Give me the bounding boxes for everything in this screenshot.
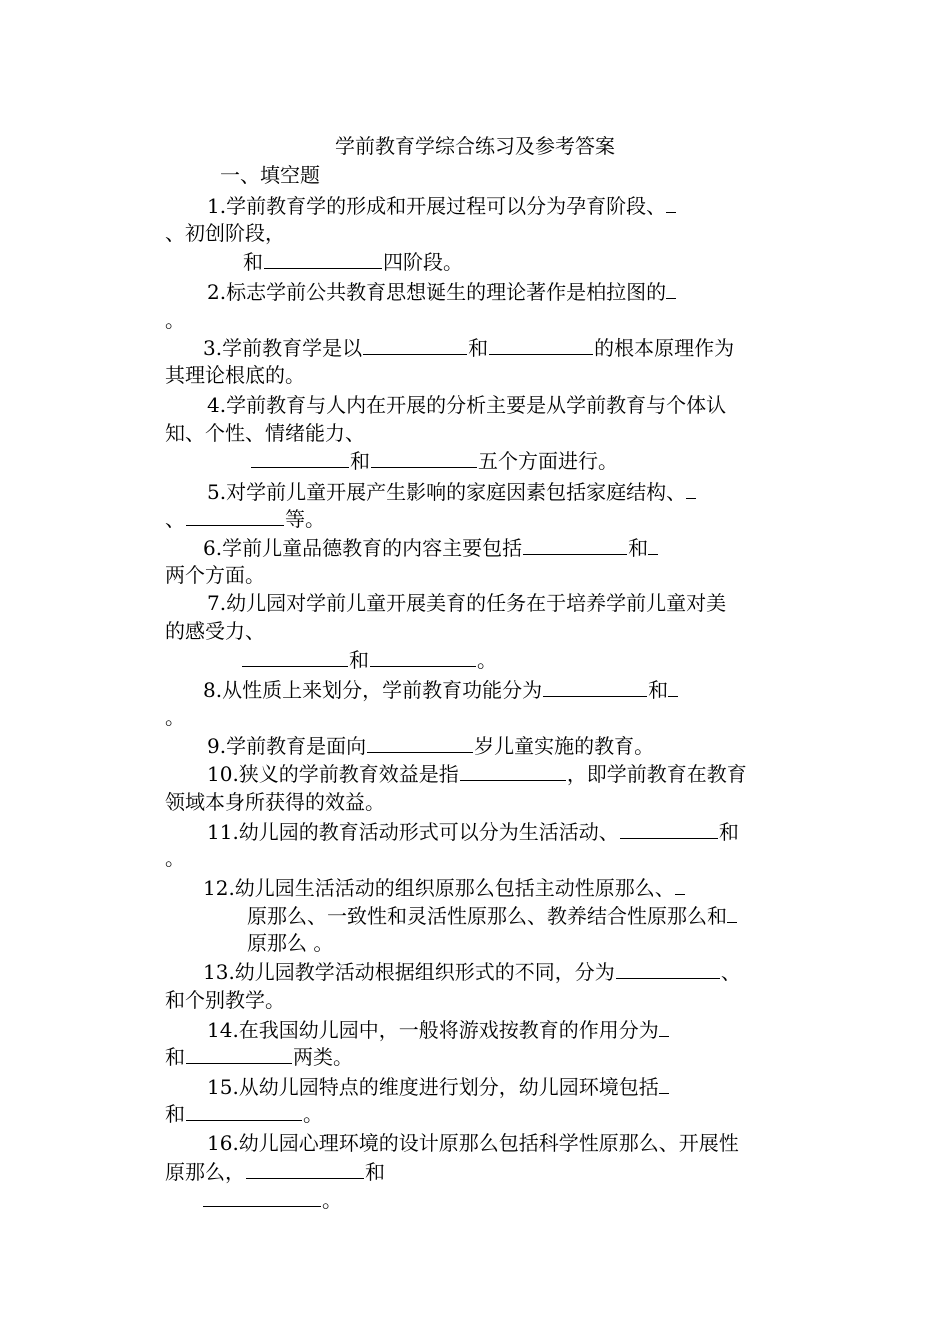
question-5-line-1: 5.对学前儿童开展产生影响的家庭因素包括家庭结构、: [207, 478, 696, 505]
question-13-line-2: 和个别教学。: [165, 988, 285, 1012]
question-1-line-1: 1.学前教育学的形成和开展过程可以分为孕育阶段、: [207, 192, 676, 219]
question-10-line-2: 领域本身所获得的效益。: [165, 790, 385, 814]
question-1-line-2: 、初创阶段，: [165, 221, 285, 245]
question-4-line-1: 4.学前教育与人内在开展的分析主要是从学前教育与个体认: [207, 393, 727, 417]
question-12-line-1: 12.幼儿园生活活动的组织原那么包括主动性原那么、: [203, 874, 685, 901]
question-9: 9.学前教育是面向 岁儿童实施的教育。: [207, 734, 655, 758]
question-14-line-2: 和 两类。: [165, 1045, 353, 1069]
question-8-line-1: 8.从性质上来划分，学前教育功能分为 和: [203, 676, 678, 703]
question-7-line-3: 和 。: [241, 646, 497, 673]
question-8-line-2: 。: [165, 705, 185, 729]
question-7-line-2: 的感受力、: [165, 619, 265, 643]
question-4-line-3: 和 五个方面进行。: [250, 447, 618, 474]
question-1-line-3: 和 四阶段。: [243, 250, 463, 274]
question-11-line-1: 11.幼儿园的教育活动形式可以分为生活活动、 和: [207, 820, 739, 844]
question-10-line-1: 10.狭义的学前教育效益是指 ，即学前教育在教育: [207, 762, 747, 786]
question-6-line-2: 两个方面。: [165, 563, 265, 587]
question-5-line-2: 、 等。: [165, 507, 325, 531]
question-16-line-2: 原那么， 和: [165, 1160, 385, 1184]
question-15-line-1: 15.从幼儿园特点的维度进行划分，幼儿园环境包括: [207, 1073, 669, 1100]
section-heading: 一、填空题: [220, 163, 320, 187]
question-16-line-1: 16.幼儿园心理环境的设计原那么包括科学性原那么、开展性: [207, 1131, 739, 1155]
question-14-line-1: 14.在我国幼儿园中，一般将游戏按教育的作用分为: [207, 1016, 669, 1043]
question-16-line-3: 。: [202, 1186, 342, 1213]
question-7-line-1: 7.幼儿园对学前儿童开展美育的任务在于培养学前儿童对美: [207, 591, 727, 615]
question-12-line-2: 原那么、一致性和灵活性原那么、教养结合性原那么和: [247, 902, 737, 929]
question-3-line-1: 3.学前教育学是以 和 的根本原理作为: [203, 336, 735, 360]
question-6-line-1: 6.学前儿童品德教育的内容主要包括 和: [203, 534, 658, 561]
question-2-line-2: 。: [165, 308, 185, 332]
question-11-line-2: 。: [165, 846, 185, 870]
question-13-line-1: 13.幼儿园教学活动根据组织形式的不同，分为 、: [203, 960, 741, 984]
question-4-line-2: 知、个性、情绪能力、: [165, 421, 365, 445]
question-3-line-2: 其理论根底的。: [165, 363, 305, 387]
question-12-line-3: 原那么 。: [247, 931, 334, 955]
document-title: 学前教育学综合练习及参考答案: [335, 134, 615, 158]
question-15-line-2: 和 。: [165, 1102, 323, 1126]
question-2-line-1: 2.标志学前公共教育思想诞生的理论著作是柏拉图的: [207, 278, 676, 305]
